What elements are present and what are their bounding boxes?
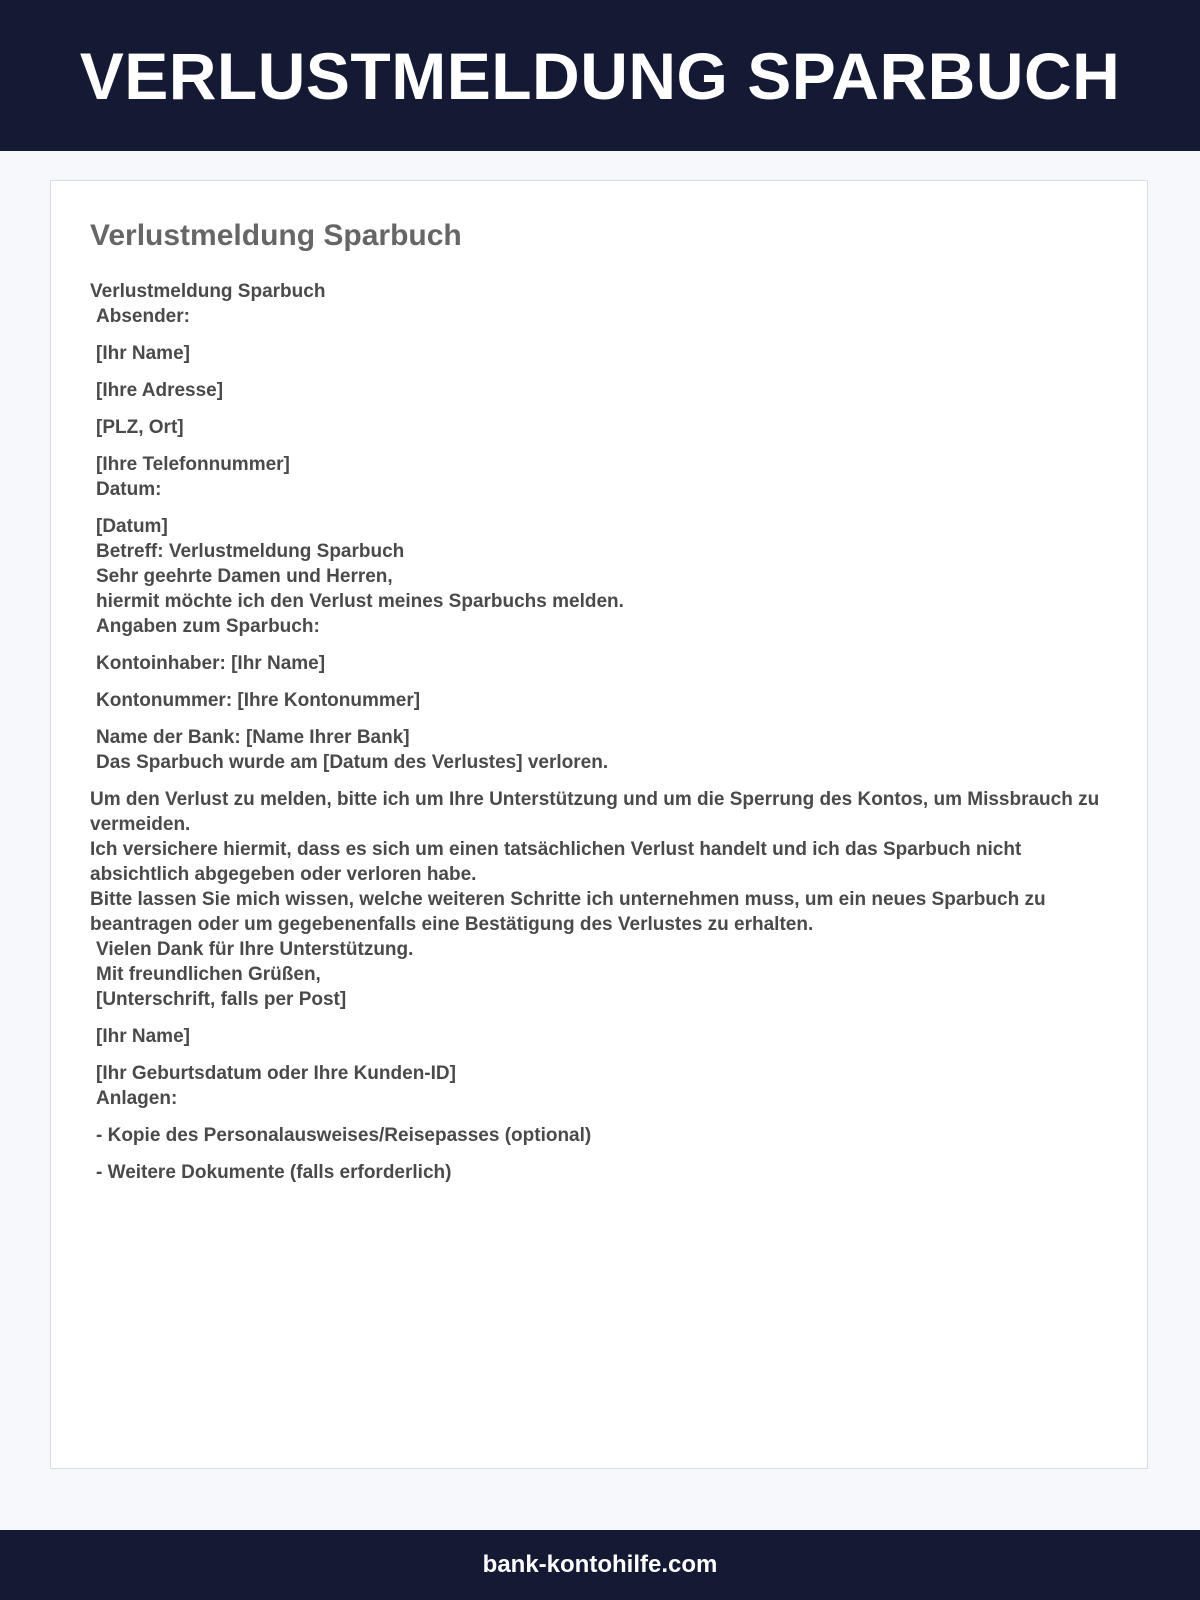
date-label: Datum:	[96, 479, 162, 500]
details-label: Angaben zum Sparbuch:	[96, 616, 320, 637]
attachments-label: Anlagen:	[96, 1088, 178, 1109]
header-title: VERLUSTMELDUNG SPARBUCH	[79, 38, 1121, 113]
loss-date-text: Das Sparbuch wurde am [Datum des Verlustes] verloren.	[96, 752, 609, 773]
date-value: [Datum]	[96, 516, 168, 537]
letter-body	[90, 279, 1109, 1185]
sender-phone: [Ihre Telefonnummer]	[96, 454, 290, 475]
sender-name: [Ihr Name]	[96, 343, 190, 364]
salutation: Sehr geehrte Damen und Herren,	[96, 566, 393, 587]
attachment-item: - Kopie des Personalausweises/Reisepasses (optional)	[96, 1125, 592, 1146]
sender-city: [PLZ, Ort]	[96, 417, 184, 438]
document-card	[50, 180, 1148, 1469]
page-header	[0, 0, 1200, 151]
page-footer	[0, 1530, 1200, 1600]
document-title: Verlustmeldung Sparbuch	[90, 219, 462, 252]
thanks-text: Vielen Dank für Ihre Unterstützung.	[96, 939, 414, 960]
letter-heading: Verlustmeldung Sparbuch	[90, 281, 326, 302]
intro-text: hiermit möchte ich den Verlust meines Sparbuchs melden.	[96, 591, 624, 612]
account-holder: Kontoinhaber: [Ihr Name]	[96, 653, 326, 674]
signer-id: [Ihr Geburtsdatum oder Ihre Kunden-ID]	[96, 1063, 456, 1084]
footer-site-link[interactable]: bank-kontohilfe.com	[482, 1551, 718, 1578]
sender-label: Absender:	[96, 306, 190, 327]
bank-name: Name der Bank: [Name Ihrer Bank]	[96, 727, 410, 748]
account-number: Kontonummer: [Ihre Kontonummer]	[96, 690, 421, 711]
subject-line: Betreff: Verlustmeldung Sparbuch	[96, 541, 405, 562]
signer-name: [Ihr Name]	[96, 1026, 190, 1047]
closing-text: Mit freundlichen Grüßen,	[96, 964, 321, 985]
attachment-item: - Weitere Dokumente (falls erforderlich)	[96, 1162, 452, 1183]
request-paragraph: Um den Verlust zu melden, bitte ich um Ihre Unterstützung und um die Sperrung des Kontos, um Missbrauch zu vermeiden.	[90, 789, 1100, 835]
next-steps-paragraph: Bitte lassen Sie mich wissen, welche weiteren Schritte ich unternehmen muss, um ein neues Sparbuch zu beantragen oder um gegebenenfalls eine Bestätigung des Verlustes zu erhalten.	[90, 889, 1046, 935]
assurance-paragraph: Ich versichere hiermit, dass es sich um einen tatsächlichen Verlust handelt und ich das Sparbuch nicht absichtlich abgegeben oder verloren habe.	[90, 839, 1022, 885]
signature-placeholder: [Unterschrift, falls per Post]	[96, 989, 347, 1010]
sender-address: [Ihre Adresse]	[96, 380, 224, 401]
